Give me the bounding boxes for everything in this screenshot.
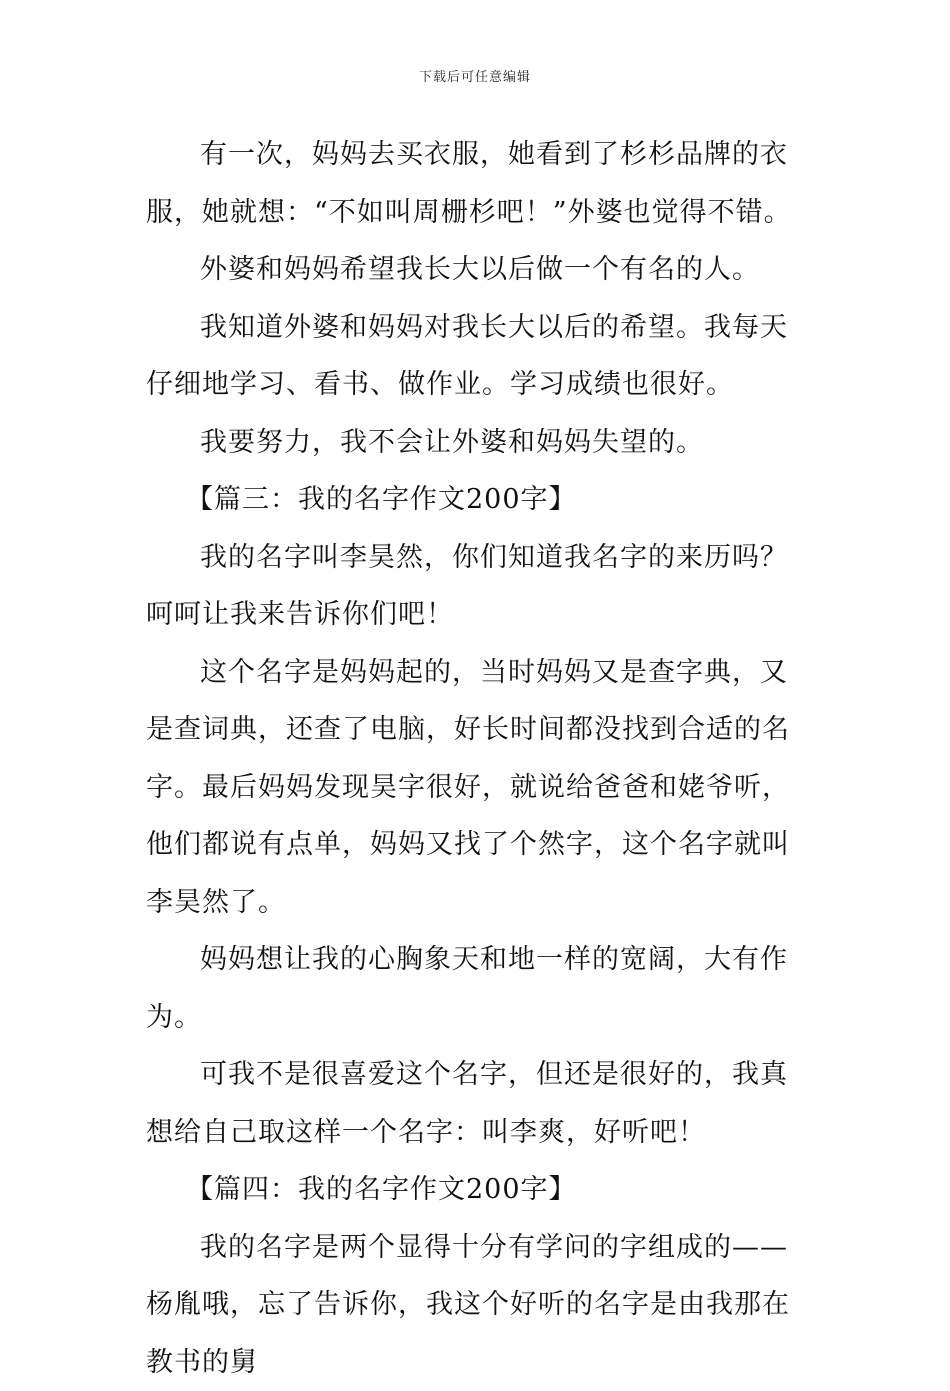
- paragraph: 可我不是很喜爱这个名字，但还是很好的，我真想给自己取这样一个名字：叫李爽，好听吧！: [146, 1046, 810, 1161]
- header-note: 下载后可任意编辑: [0, 66, 950, 85]
- paragraph: 我的名字是两个显得十分有学问的字组成的——杨胤哦，忘了告诉你，我这个好听的名字是由我那在教书的舅: [146, 1219, 810, 1391]
- paragraph: 我知道外婆和妈妈对我长大以后的希望。我每天仔细地学习、看书、做作业。学习成绩也很好。: [146, 299, 810, 414]
- section-title: 【篇四：我的名字作文200字】: [146, 1161, 810, 1219]
- section-title: 【篇三：我的名字作文200字】: [146, 471, 810, 529]
- document-body: [146, 126, 810, 1391]
- paragraph: 我要努力，我不会让外婆和妈妈失望的。: [146, 414, 810, 472]
- paragraph: 我的名字叫李昊然，你们知道我名字的来历吗？呵呵让我来告诉你们吧！: [146, 529, 810, 644]
- paragraph: 这个名字是妈妈起的，当时妈妈又是查字典，又是查词典，还查了电脑，好长时间都没找到合适的名字。最后妈妈发现昊字很好，就说给爸爸和姥爷听，他们都说有点单，妈妈又找了个然字，这个名字就叫李昊然了。: [146, 644, 810, 932]
- paragraph: 妈妈想让我的心胸象天和地一样的宽阔，大有作为。: [146, 931, 810, 1046]
- paragraph: 外婆和妈妈希望我长大以后做一个有名的人。: [146, 241, 810, 299]
- paragraph: 有一次，妈妈去买衣服，她看到了杉杉品牌的衣服，她就想：“不如叫周栅杉吧！”外婆也觉得不错。: [146, 126, 810, 241]
